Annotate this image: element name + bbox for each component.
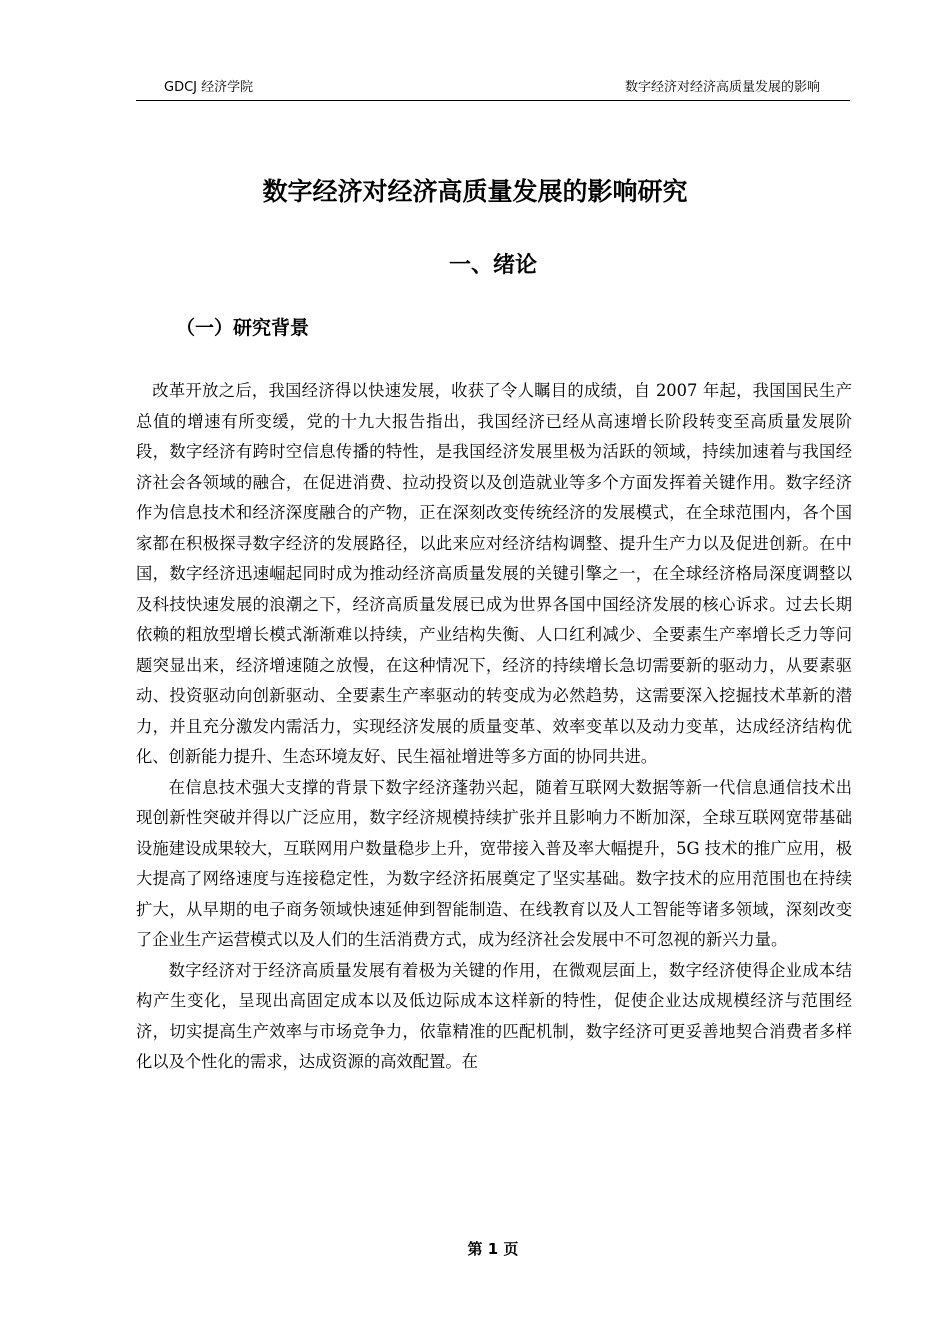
running-header <box>136 78 850 101</box>
paragraph: 在信息技术强大支撑的背景下数字经济蓬勃兴起，随着互联网大数据等新一代信息通信技术出现创新性突破并得以广泛应用，数字经济规模持续扩张并且影响力不断加深，全球互联网宽带基础设施建设成果较大，互联网用户数量稳步上升，宽带接入普及率大幅提升，5G 技术的推广应用，极大提高了网络速度与连接稳定性，为数字经济拓展奠定了坚实基础。数字技术的应用范围也在持续扩大，从早期的电子商务领域快速延伸到智能制造、在线教育以及人工智能等诸多领域，深刻改变了企业生产运营模式以及人们的生活消费方式，成为经济社会发展中不可忽视的新兴力量。 <box>136 777 852 949</box>
page-number: 第 1 页 <box>467 1240 519 1258</box>
header-left-text: GDCJ 经济学院 <box>164 80 254 95</box>
section-heading: 一、绪论 <box>448 253 537 278</box>
document-title: 数字经济对经济高质量发展的影响研究 <box>262 177 688 206</box>
header-right-text: 数字经济对经济高质量发展的影响 <box>624 80 820 95</box>
subsection-heading: （一）研究背景 <box>176 317 310 339</box>
paragraph: 数字经济对于经济高质量发展有着极为关键的作用，在微观层面上，数字经济使得企业成本结构产生变化，呈现出高固定成本以及低边际成本这样新的特性，促使企业达成规模经济与范围经济，切实提高生产效率与市场竞争力，依靠精准的匹配机制，数字经济可更妥善地契合消费者多样化以及个性化的需求，达成资源的高效配置。在 <box>136 960 852 1071</box>
body-text <box>136 376 852 1078</box>
paragraph: 改革开放之后，我国经济得以快速发展，收获了令人瞩目的成绩，自 2007 年起，我国国民生产总值的增速有所变缓，党的十九大报告指出，我国经济已经从高速增长阶段转变至高质量发展阶段，数字经济有跨时空信息传播的特性，是我国经济发展里极为活跃的领域，持续加速着与我国经济社会各领域的融合，在促进消费、拉动投资以及创造就业等多个方面发挥着关键作用。数字经济作为信息技术和经济深度融合的产物，正在深刻改变传统经济的发展模式，在全球范围内，各个国家都在积极探寻数字经济的发展路径，以此来应对经济结构调整、提升生产力以及促进创新。在中国，数字经济迅速崛起同时成为推动经济高质量发展的关键引擎之一，在全球经济格局深度调整以及科技快速发展的浪潮之下，经济高质量发展已成为世界各国中国经济发展的核心诉求。过去长期依赖的粗放型增长模式渐渐难以持续，产业结构失衡、人口红利减少、全要素生产率增长乏力等问题突显出来，经济增速随之放慢，在这种情况下，经济的持续增长急切需要新的驱动力，从要素驱动、投资驱动向创新驱动、全要素生产率驱动的转变成为必然趋势，这需要深入挖掘技术革新的潜力，并且充分激发内需活力，实现经济发展的质量变革、效率变革以及动力变革，达成经济结构优化、创新能力提升、生态环境友好、民生福祉增进等多方面的协同共进。 <box>136 381 852 766</box>
